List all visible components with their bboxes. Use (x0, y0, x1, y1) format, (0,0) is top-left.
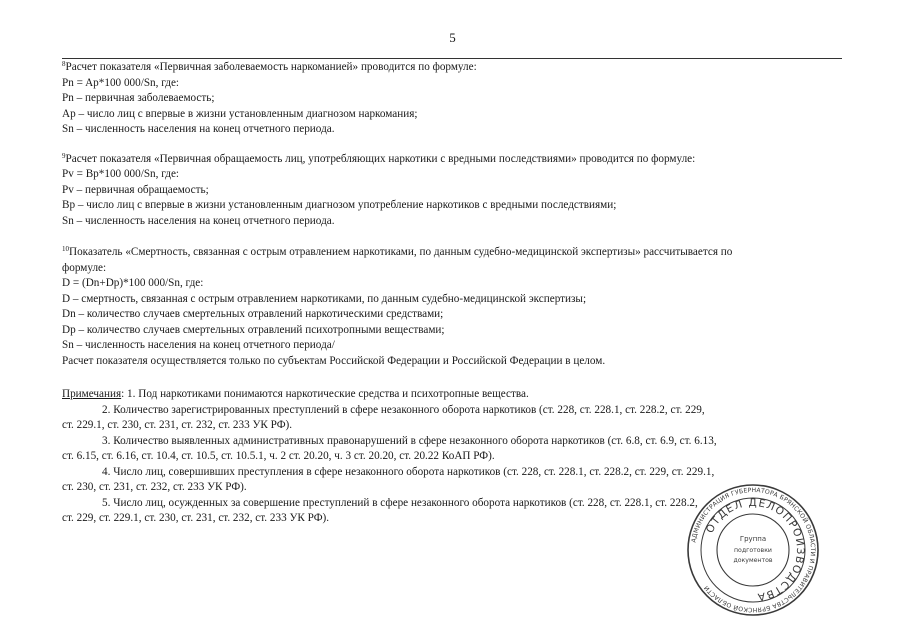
department-stamp (686, 483, 820, 617)
formula-line: Pv = Bp*100 000/Sn, где: (62, 168, 180, 180)
stamp-seal (686, 483, 820, 617)
footnote-mark: 10 (62, 245, 69, 253)
footnote-mark: 8 (62, 60, 66, 68)
footnote-9 (62, 152, 842, 230)
stamp-center-line: документов (733, 557, 773, 564)
definition-line: Bp – число лиц с впервые в жизни установленным диагнозом употребление наркотиков с вредными последствиями; (62, 199, 617, 211)
notes-label: Примечания (62, 388, 122, 400)
footnote-title: $^9$Расчет показателя «Первичная обращаемость лиц, употребляющих наркотики с вредными последствиями» проводится по формуле: (62, 151, 696, 165)
definition-line: Dn – количество случаев смертельных отравлений наркотическими средствами; (62, 308, 444, 320)
definition-line: Sn – численность населения на конец отчетного периода. (62, 123, 335, 135)
definition-line: Sn – численность населения на конец отчетного периода/ (62, 339, 335, 351)
formula-line: D = (Dn+Dp)*100 000/Sn, где: (62, 277, 204, 289)
definition-line: Sn – численность населения на конец отчетного периода. (62, 214, 335, 227)
footnotes-body (62, 60, 842, 527)
note-2-cont: ст. 229.1, ст. 230, ст. 231, ст. 232, ст. 233 УК РФ). (62, 419, 293, 431)
definition-line: Dp – количество случаев смертельных отравлений психотропными веществами; (62, 323, 445, 336)
note-4-cont: ст. 230, ст. 231, ст. 232, ст. 233 УК РФ). (62, 481, 247, 493)
footnote-title: $^{10}$Показатель «Смертность, связанная с острым отравлением наркотиками, по данным судебно-медицинской экспертизы» рассчитывается по (62, 245, 733, 258)
footnote-mark: 9 (62, 151, 66, 160)
footnote-title-cont: формуле: (62, 261, 107, 274)
note-5: 5. Число лиц, осужденных за совершение преступлений в сфере незаконного оборота наркотиков (ст. 228, ст. 228.1, ст. 228.2, (102, 496, 698, 509)
footnote-title: $^8$Расчет показателя «Первичная заболеваемость наркоманией» проводится по формуле: (62, 60, 477, 73)
note-2: 2. Количество зарегистрированных преступлений в сфере незаконного оборота наркотиков (ст. 228, ст. 228.1, ст. 228.2, ст. 229, (102, 403, 705, 416)
page-number: 5 (449, 30, 456, 45)
definition-line: D – смертность, связанная с острым отравлением наркотиками, по данным судебно-медицинской экспертизы; (62, 292, 587, 305)
footnote-10 (62, 245, 842, 369)
stamp-ring-text: ОТДЕЛ ДЕЛОПРОИЗВОДСТВА (703, 496, 807, 603)
definition-line: Ap – число лиц с впервые в жизни установленным диагнозом наркомания; (62, 107, 418, 120)
note-4: 4. Число лиц, совершивших преступления в сфере незаконного оборота наркотиков (ст. 228, ст. 228.1, ст. 228.2, ст. 229, ст. 229.1, (102, 465, 715, 478)
stamp-center-line: Группа (739, 535, 767, 543)
stamp-center-line: подготовки (734, 547, 772, 554)
note-3: 3. Количество выявленных административных правонарушений в сфере незаконного оборота наркотиков (ст. 6.8, ст. 6.9, ст. 6.13, (102, 434, 717, 447)
definition-line: Pv – первичная обращаемость; (62, 183, 209, 196)
definition-line: Pn – первичная заболеваемость; (62, 92, 215, 104)
footnote-8 (62, 60, 842, 138)
header-rule (62, 58, 842, 59)
stamp-outer-text: АДМИНИСТРАЦИЯ ГУБЕРНАТОРА БРЯНСКОЙ ОБЛАСТИ И ПРАВИТЕЛЬСТВА БРЯНСКОЙ ОБЛАСТИ (690, 486, 817, 614)
note-1: Примечания: 1. Под наркотиками понимаются наркотические средства и психотропные вещества. (62, 388, 529, 400)
calculation-note: Расчет показателя осуществляется только по субъектам Российской Федерации и Российской Федерации в целом. (62, 354, 606, 367)
note-5-cont: ст. 229, ст. 229.1, ст. 230, ст. 231, ст. 232, ст. 233 УК РФ). (62, 512, 330, 524)
note-3-cont: ст. 6.15, ст. 6.16, ст. 10.4, ст. 10.5, ст. 10.5.1, ч. 2 ст. 20.20, ч. 3 ст. 20.20, ст. 20.22 КоАП РФ). (62, 450, 495, 462)
formula-line: Pn = Ap*100 000/Sn, где: (62, 76, 180, 89)
